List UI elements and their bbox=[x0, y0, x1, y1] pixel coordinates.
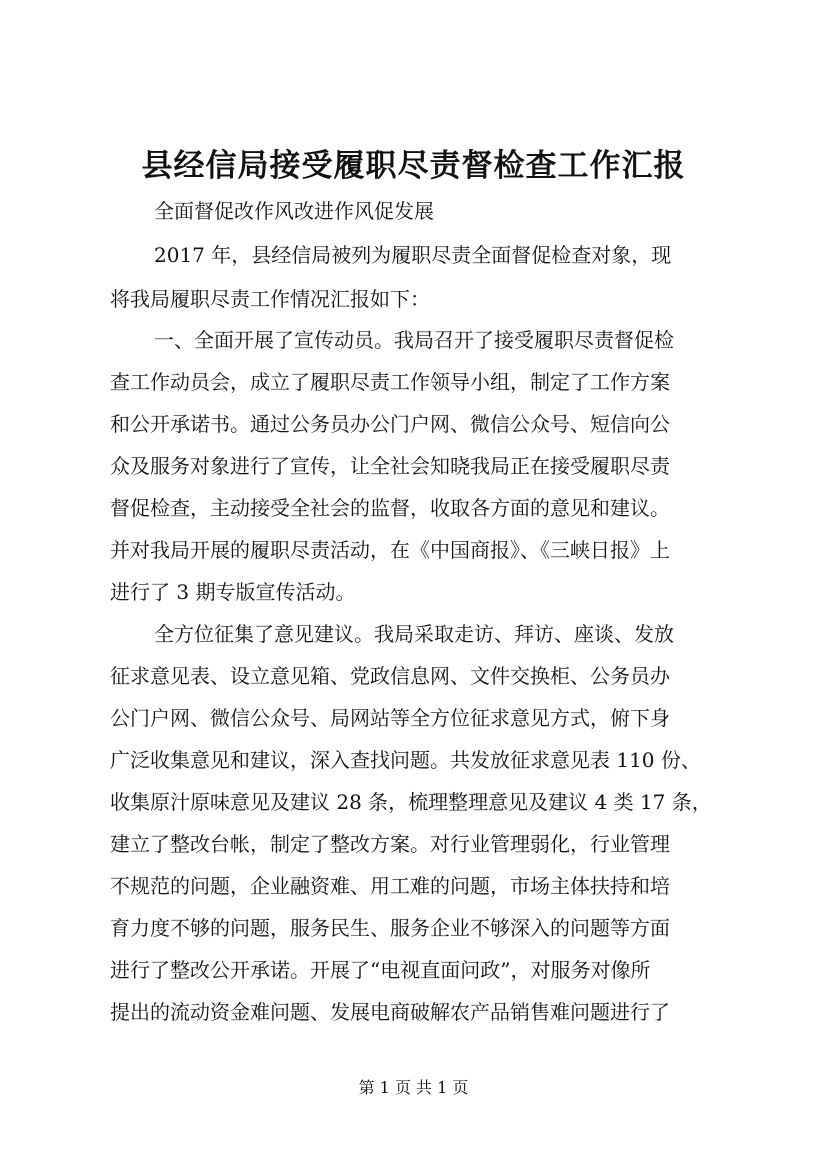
paragraph-line: 众及服务对象进行了宣传，让全社会知晓我局正在接受履职尽责 bbox=[110, 454, 670, 478]
paragraph-line: 和公开承诺书。通过公务员办公门户网、微信公众号、短信向公 bbox=[110, 412, 670, 436]
paragraph-line: 2017 年，县经信局被列为履职尽责全面督促检查对象，现 bbox=[154, 243, 672, 267]
document-title: 县经信局接受履职尽责督检查工作汇报 bbox=[141, 148, 686, 184]
paragraph-line: 征求意见表、设立意见箱、党政信息网、文件交换柜、公务员办 bbox=[110, 664, 670, 688]
paragraph-line: 进行了 3 期专版宣传活动。 bbox=[110, 580, 356, 604]
paragraph-line: 督促检查，主动接受全社会的监督，收取各方面的意见和建议。 bbox=[110, 496, 670, 520]
paragraph-line: 提出的流动资金难问题、发展电商破解农产品销售难问题进行了 bbox=[110, 1000, 670, 1024]
document-subtitle: 全面督促改作风改进作风促发展 bbox=[154, 199, 434, 223]
paragraph-line: 全方位征集了意见建议。我局采取走访、拜访、座谈、发放 bbox=[154, 622, 674, 646]
paragraph-line: 一、全面开展了宣传动员。我局召开了接受履职尽责督促检 bbox=[154, 328, 674, 352]
paragraph-line: 建立了整改台帐，制定了整改方案。对行业管理弱化，行业管理 bbox=[110, 832, 670, 856]
paragraph-line: 广泛收集意见和建议，深入查找问题。共发放征求意见表 110 份、 bbox=[110, 748, 701, 772]
paragraph-line: 将我局履职尽责工作情况汇报如下： bbox=[110, 287, 430, 311]
paragraph-line: 进行了整改公开承诺。开展了“电视直面问政”，对服务对像所 bbox=[110, 958, 651, 982]
paragraph-line: 查工作动员会，成立了履职尽责工作领导小组，制定了工作方案 bbox=[110, 370, 670, 394]
page-footer: 第 1 页 共 1 页 bbox=[358, 1078, 469, 1097]
paragraph-line: 育力度不够的问题，服务民生、服务企业不够深入的问题等方面 bbox=[110, 916, 670, 940]
paragraph-line: 收集原汁原味意见及建议 28 条，梳理整理意见及建议 4 类 17 条， bbox=[110, 790, 712, 814]
paragraph-line: 不规范的问题，企业融资难、用工难的问题，市场主体扶持和培 bbox=[110, 874, 670, 898]
paragraph-line: 并对我局开展的履职尽责活动，在《中国商报》、《三峡日报》上 bbox=[110, 538, 670, 562]
paragraph-line: 公门户网、微信公众号、局网站等全方位征求意见方式，俯下身 bbox=[110, 706, 670, 730]
